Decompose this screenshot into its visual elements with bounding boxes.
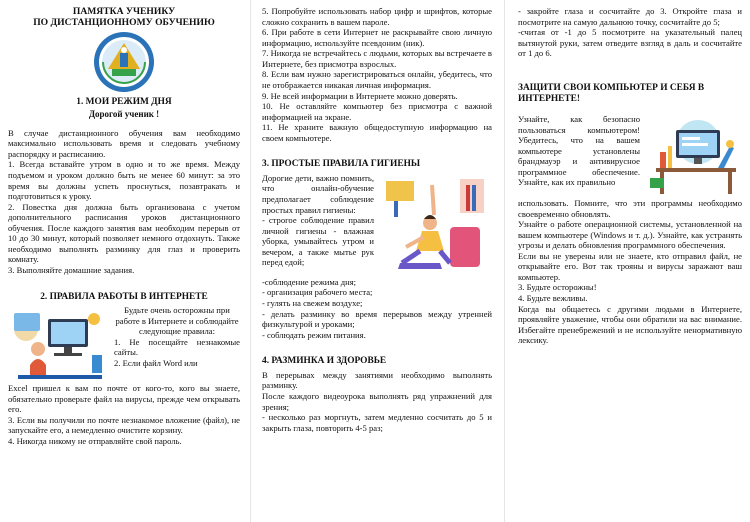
hygiene-item-3: - организация рабочего места;	[262, 287, 373, 298]
rule-10: 10. Не оставляйте компьютер без присмотра с важной информацией на экране.	[262, 101, 492, 122]
protect-paragraph-1: Узнайте, как безопасно пользоваться компьютером! Убедитесь, что на вашем компьютере установлены брандмауэр и антивирусное программное обеспечение. Узнайте, как их правильно	[518, 113, 640, 188]
exercise-item-4: - закройте глаза и сосчитайте до 3. Откройте глаза и посмотрите на самую дальнюю точку, сосчитайте до 5;	[518, 6, 742, 27]
leaflet-title	[8, 6, 240, 28]
greeting: Дорогой ученик !	[88, 108, 160, 119]
exercise-item-3: - несколько раз моргнуть, затем медленно сосчитать до 5 и закрыть глаза, повторить 4-5 раз;	[262, 412, 492, 433]
hygiene-item-5: - делать разминку во время перерывов между утренней физкультурой и уроками;	[262, 308, 492, 330]
protect-paragraph-4: Если вы не уверены или не знаете, кто отправил файл, не открывайте его. Вот так трояны и вирусы заражают ваш компьютер.	[518, 250, 742, 282]
section-2-lead: Будьте очень осторожны при работе в Интернете и соблюдайте следующие правила:	[115, 305, 239, 337]
protect-paragraph-3: Узнайте о работе операционной системы, установленной на вашем компьютере (Windows и т. д.). Узнайте, как устранять угрозы и делать обновления программного обеспечения.	[518, 219, 742, 251]
rule-6: 6. При работе в сети Интернет не раскрывайте свою личную информацию, используйте псевдоним (ник).	[262, 27, 492, 48]
section-2-heading: 2. ПРАВИЛА РАБОТЫ В ИНТЕРНЕТЕ	[40, 291, 208, 302]
yoga-girl-illustration	[380, 175, 492, 275]
computer-desk-illustration	[646, 116, 742, 196]
column-2	[254, 0, 498, 522]
title-line-2: ПО ДИСТАНЦИОННОМУ ОБУЧЕНИЮ	[33, 17, 215, 29]
protect-item-4: 4. Будьте вежливы.	[518, 293, 588, 303]
protect-item-3: 3. Будьте осторожны!	[518, 282, 597, 293]
rule-8: 8. Если вам нужно зарегистрироваться онлайн, убедитесь, что не отображается никакая личная информация.	[262, 69, 492, 90]
rule-11: 11. Не храните важную общедоступную информацию на своем компьютере.	[262, 122, 492, 143]
fold-line-2	[504, 0, 505, 522]
column-1	[0, 0, 246, 522]
rule-7: 7. Никогда не встречайтесь с людьми, которых вы встречаете в Интернете, без присмотра взрослых.	[262, 48, 492, 69]
exercise-item-1: В перерывах между занятиями необходимо выполнять разминку.	[262, 369, 492, 391]
hygiene-item-2: -соблюдение режима дня;	[262, 276, 357, 287]
section-2-item-2-start: 2. Если файл Word или	[114, 357, 198, 368]
rule-3: 3. Выполняйте домашние задания.	[8, 265, 135, 275]
column-3	[510, 0, 750, 522]
section-4-heading: 4. РАЗМИНКА И ЗДОРОВЬЕ	[262, 356, 387, 367]
protect-paragraph-5: Когда вы общаетесь с другими людьми в Интернете, проявляйте уважение, чтобы они обратили на вас внимание. Избегайте пренебрежений и не используйте ненормативную лексику.	[518, 303, 742, 346]
section-2-item-3: 3. Если вы получили по почте незнакомое вложение (файл), не запускайте его, а немедленно очистите корзину.	[8, 414, 240, 436]
rule-9: 9. Не всей информации в Интернете можно доверять.	[262, 90, 458, 101]
section-3-heading: 3. ПРОСТЫЕ ПРАВИЛА ГИГИЕНЫ	[262, 159, 421, 170]
hygiene-item-6: - соблюдать режим питания.	[262, 329, 366, 340]
hygiene-item-4: - гулять на свежем воздухе;	[262, 298, 363, 308]
intro-paragraph: В случае дистанционного обучения вам необходимо максимально использовать время и следовать учебному распорядку и расписанию.	[8, 127, 240, 159]
rule-5: 5. Попробуйте использовать набор цифр и шрифтов, которые сложно сохранить в вашем пароле.	[262, 6, 492, 27]
protect-heading: ЗАЩИТИ СВОИ КОМПЬЮТЕР И СЕБЯ В ИНТЕРНЕТЕ!	[518, 82, 705, 105]
section-2-item-1: 1. Не посещайте незнакомые сайты.	[114, 336, 240, 358]
rule-2: 2. Повестка дня должна быть организована с учетом дополнительного расписания уроков дистанционного обучения. После каждого занятия вам необходим перерыв от 10 до 30 минут, который позволяет немного отдохнуть. Также необходимо выполнять разминку для глаз и проверить комнату.	[8, 201, 240, 265]
protect-paragraph-2: использовать. Помните, что эти программы необходимо своевременно обновлять.	[518, 197, 742, 219]
title-line-1: ПАМЯТКА УЧЕНИКУ	[72, 6, 176, 17]
section-1-heading: 1. МОИ РЕЖИМ ДНЯ	[76, 97, 172, 108]
exercise-item-5: -считая от -1 до 5 посмотрите на указательный палец вытянутой руки, затем отведите взгляд в даль и сосчитайте от 1 до 6.	[518, 27, 742, 59]
school-emblem-icon	[93, 31, 155, 93]
section-2-item-4: 4. Никогда никому не отправляйте свой пароль.	[8, 435, 182, 446]
section-2-item-2-rest: Excel пришел к вам по почте от кого-то, кого вы знаете, обязательно проверьте файл на вирусы, прежде чем открывать его.	[8, 383, 240, 415]
rule-1: 1. Всегда вставайте утром в одно и то же время. Между подъемом и уроком должно быть не менее 60 минут: за это время вы должны успеть проснуться, позавтракать и подготовиться к уроку.	[8, 159, 240, 202]
hygiene-item-1: - строгое соблюдение правил личной гигиены - влажная уборка, умывайтесь утром и вечером, а также мытье рук перед едой;	[262, 215, 374, 268]
hygiene-lead: Дорогие дети, важно помнить, что онлайн-обучение предполагает соблюдение простых правил гигиены:	[262, 172, 374, 215]
computer-worker-illustration	[8, 305, 108, 381]
exercise-item-2: После каждого видеоурока выполнять ряд упражнений для зрения;	[262, 390, 492, 412]
fold-line-1	[250, 0, 251, 522]
